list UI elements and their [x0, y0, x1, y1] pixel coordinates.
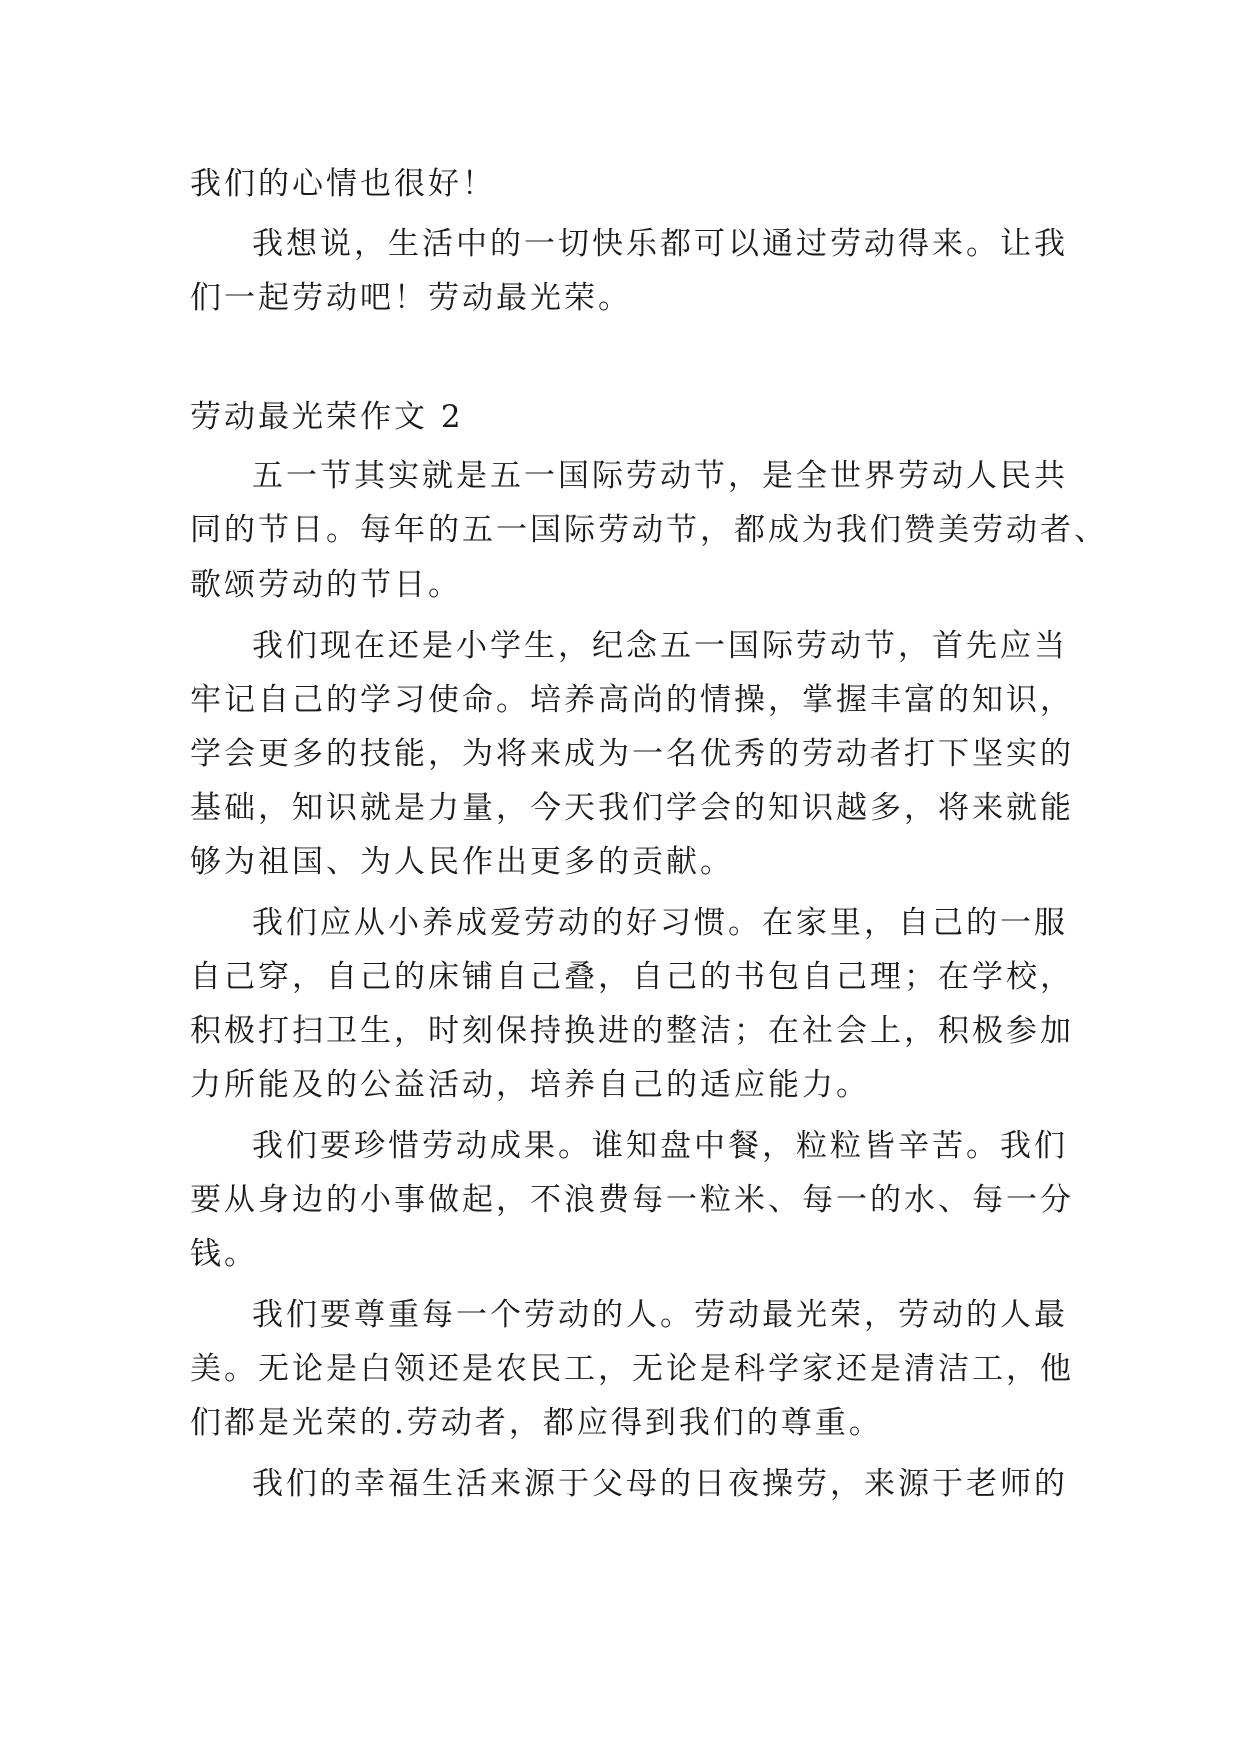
- text-line: 我们要尊重每一个劳动的人。劳动最光荣，劳动的人最: [252, 1297, 1068, 1333]
- text-line: 美。无论是白领还是农民工，无论是科学家还是清洁工，他: [190, 1351, 1074, 1387]
- text-line: 够为祖国、为人民作出更多的贡献。: [190, 844, 734, 880]
- text-line: 自己穿，自己的床铺自己叠，自己的书包自己理；在学校，: [190, 959, 1074, 995]
- text-line: 我想说，生活中的一切快乐都可以通过劳动得来。让我: [252, 226, 1068, 262]
- text-line: 积极打扫卫生，时刻保持换进的整洁；在社会上，积极参加: [190, 1013, 1074, 1049]
- text-line: 要从身边的小事做起，不浪费每一粒米、每一的水、每一分: [190, 1182, 1074, 1218]
- text-line: 我们应从小养成爱劳动的好习惯。在家里，自己的一服: [252, 905, 1068, 941]
- text-line: 们一起劳动吧！劳动最光荣。: [190, 280, 632, 316]
- text-line: 歌颂劳动的节日。: [190, 567, 462, 603]
- text-line: 学会更多的技能，为将来成为一名优秀的劳动者打下坚实的: [190, 736, 1074, 772]
- text-line: 牢记自己的学习使命。培养高尚的情操，掌握丰富的知识，: [190, 682, 1074, 718]
- text-line: 基础，知识就是力量，今天我们学会的知识越多，将来就能: [190, 790, 1074, 826]
- text-line: 五一节其实就是五一国际劳动节，是全世界劳动人民共: [252, 458, 1068, 494]
- text-line: 力所能及的公益活动，培养自己的适应能力。: [190, 1067, 870, 1103]
- text-line: 钱。: [190, 1236, 258, 1272]
- section-heading: 劳动最光荣作文 2: [190, 399, 464, 435]
- text-line: 们都是光荣的.劳动者，都应得到我们的尊重。: [190, 1405, 883, 1441]
- text-line: 我们要珍惜劳动成果。谁知盘中餐，粒粒皆辛苦。我们: [252, 1128, 1068, 1164]
- text-line: 我们的心情也很好！: [190, 166, 496, 202]
- text-line: 我们的幸福生活来源于父母的日夜操劳，来源于老师的: [252, 1466, 1068, 1502]
- text-line: 同的节日。每年的五一国际劳动节，都成为我们赞美劳动者、: [190, 512, 1108, 548]
- text-line: 我们现在还是小学生，纪念五一国际劳动节，首先应当: [252, 628, 1068, 664]
